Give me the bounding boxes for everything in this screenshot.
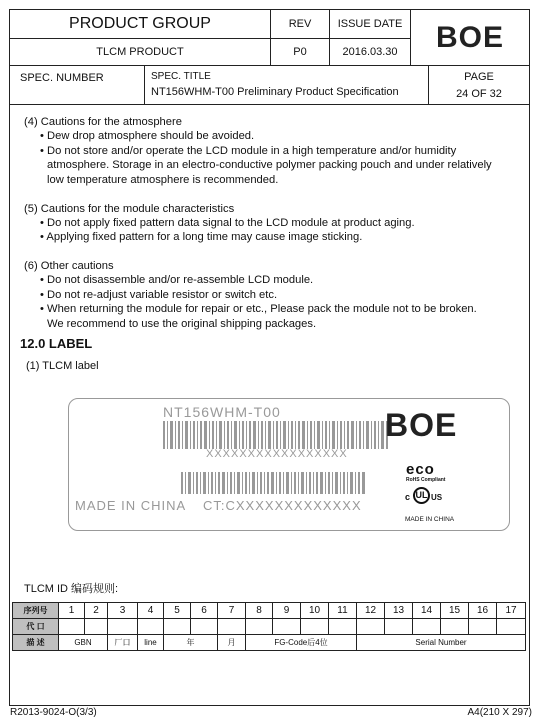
ul-mark-icon	[405, 487, 445, 505]
rev-label: REV	[288, 18, 312, 30]
tlcm-label-image	[68, 398, 510, 531]
label-made-in-small: MADE IN CHINA	[405, 516, 455, 523]
empty-cell	[273, 619, 301, 635]
spec-number-cell	[9, 65, 145, 105]
product-group-cell	[9, 9, 271, 39]
pos-cell: 16	[469, 603, 497, 619]
pos-cell: 12	[357, 603, 385, 619]
rohs-text: RoHS Compliant	[406, 477, 446, 483]
issue-date-value: 2016.03.30	[342, 46, 398, 58]
label-ct: CT:CXXXXXXXXXXXXX	[203, 498, 362, 513]
empty-cell	[246, 619, 273, 635]
pos-cell: 8	[246, 603, 273, 619]
pos-cell: 4	[138, 603, 164, 619]
table-row	[13, 635, 526, 651]
desc-cell: Serial Number	[357, 635, 526, 651]
caution-other-2: • Do not re-adjust variable resistor or switch etc.	[40, 289, 278, 301]
footer-right: A4(210 X 297)	[467, 707, 532, 718]
caution-atmosphere-2b: atmosphere. Storage in an electro-conductive polymer packing pouch and under relatively	[47, 159, 492, 171]
empty-cell	[497, 619, 526, 635]
caution-module-1: • Do not apply fixed pattern data signal to the LCD module at product aging.	[40, 217, 415, 229]
spec-title: NT156WHM-T00 Preliminary Product Specification	[151, 86, 399, 98]
row-label-desc: 描 述	[13, 635, 59, 651]
empty-cell	[301, 619, 329, 635]
barcode-bottom	[181, 472, 365, 494]
barcode-top	[163, 421, 388, 449]
desc-cell: FG-Code后4位	[246, 635, 357, 651]
label-model: NT156WHM-T00	[163, 404, 281, 420]
empty-cell	[108, 619, 138, 635]
ul-c: c	[405, 492, 411, 502]
label-boe-logo: BOE	[385, 407, 458, 443]
issue-date-cell	[329, 38, 411, 66]
row-label-seq: 序列号	[13, 603, 59, 619]
caution-module-title: (5) Cautions for the module characteristics	[24, 203, 235, 215]
pos-cell: 1	[59, 603, 85, 619]
boe-logo: BOE	[435, 20, 504, 54]
eco-icon: eco	[406, 461, 435, 478]
empty-cell	[138, 619, 164, 635]
desc-cell: line	[138, 635, 164, 651]
table-row	[13, 603, 526, 619]
caution-other-1: • Do not disassemble and/or re-assemble LCD module.	[40, 274, 314, 286]
empty-cell	[357, 619, 385, 635]
desc-cell: 厂口	[108, 635, 138, 651]
desc-cell: 年	[164, 635, 218, 651]
pos-cell: 15	[441, 603, 469, 619]
empty-cell	[413, 619, 441, 635]
page-value: 24 OF 32	[456, 87, 502, 100]
pos-cell: 11	[329, 603, 357, 619]
caution-other-3b: We recommend to use the original shipping packages.	[47, 318, 317, 330]
caution-atmosphere-title: (4) Cautions for the atmosphere	[24, 116, 182, 128]
pos-cell: 9	[273, 603, 301, 619]
id-rule-title: TLCM ID 编码规则:	[24, 583, 119, 595]
caution-other-title: (6) Other cautions	[24, 260, 114, 272]
page-cell	[428, 65, 530, 105]
issue-date-label: ISSUE DATE	[337, 18, 403, 30]
row-label-code: 代 口	[13, 619, 59, 635]
pos-cell: 6	[191, 603, 218, 619]
label-subheading: (1) TLCM label	[26, 360, 99, 372]
empty-cell	[59, 619, 85, 635]
issue-date-label-cell	[329, 9, 411, 39]
spec-title-cell	[144, 65, 429, 105]
pos-cell: 10	[301, 603, 329, 619]
empty-cell	[469, 619, 497, 635]
pos-cell: 14	[413, 603, 441, 619]
empty-cell	[164, 619, 191, 635]
label-heading: 12.0 LABEL	[20, 336, 93, 351]
rev-value: P0	[293, 46, 307, 58]
pos-cell: 13	[385, 603, 413, 619]
desc-cell: GBN	[59, 635, 108, 651]
pos-cell: 5	[164, 603, 191, 619]
empty-cell	[329, 619, 357, 635]
logo-cell	[410, 9, 530, 66]
caution-other-3a: • When returning the module for repair or etc., Please pack the module not to be broken.	[40, 303, 477, 315]
caution-atmosphere-1: • Dew drop atmosphere should be avoided.	[40, 130, 255, 142]
pos-cell: 3	[108, 603, 138, 619]
pos-cell: 17	[497, 603, 526, 619]
desc-cell: 月	[218, 635, 246, 651]
ul-us: US	[431, 493, 443, 502]
table-row	[13, 619, 526, 635]
id-rule-table	[12, 602, 526, 651]
pos-cell: 2	[85, 603, 108, 619]
caution-atmosphere-2c: low temperature atmosphere is recommended.	[47, 174, 279, 186]
product-group: PRODUCT GROUP	[69, 15, 211, 32]
product-name: TLCM PRODUCT	[96, 46, 184, 58]
caution-module-2: • Applying fixed pattern for a long time may cause image sticking.	[40, 231, 363, 243]
label-barcode-text: XXXXXXXXXXXXXXXXX	[206, 448, 348, 460]
rev-cell	[270, 38, 330, 66]
empty-cell	[385, 619, 413, 635]
empty-cell	[191, 619, 218, 635]
page-label: PAGE	[464, 70, 494, 83]
empty-cell	[218, 619, 246, 635]
rev-label-cell	[270, 9, 330, 39]
empty-cell	[85, 619, 108, 635]
spec-number-label: SPEC. NUMBER	[20, 72, 104, 84]
footer-left: R2013-9024-O(3/3)	[10, 707, 97, 718]
label-made-in: MADE IN CHINA	[75, 498, 187, 513]
product-cell	[9, 38, 271, 66]
pos-cell: 7	[218, 603, 246, 619]
spec-title-label: SPEC. TITLE	[151, 71, 211, 82]
empty-cell	[441, 619, 469, 635]
caution-atmosphere-2a: • Do not store and/or operate the LCD module in a high temperature and/or humidity	[40, 145, 457, 157]
ul-circle: UL	[413, 487, 430, 504]
